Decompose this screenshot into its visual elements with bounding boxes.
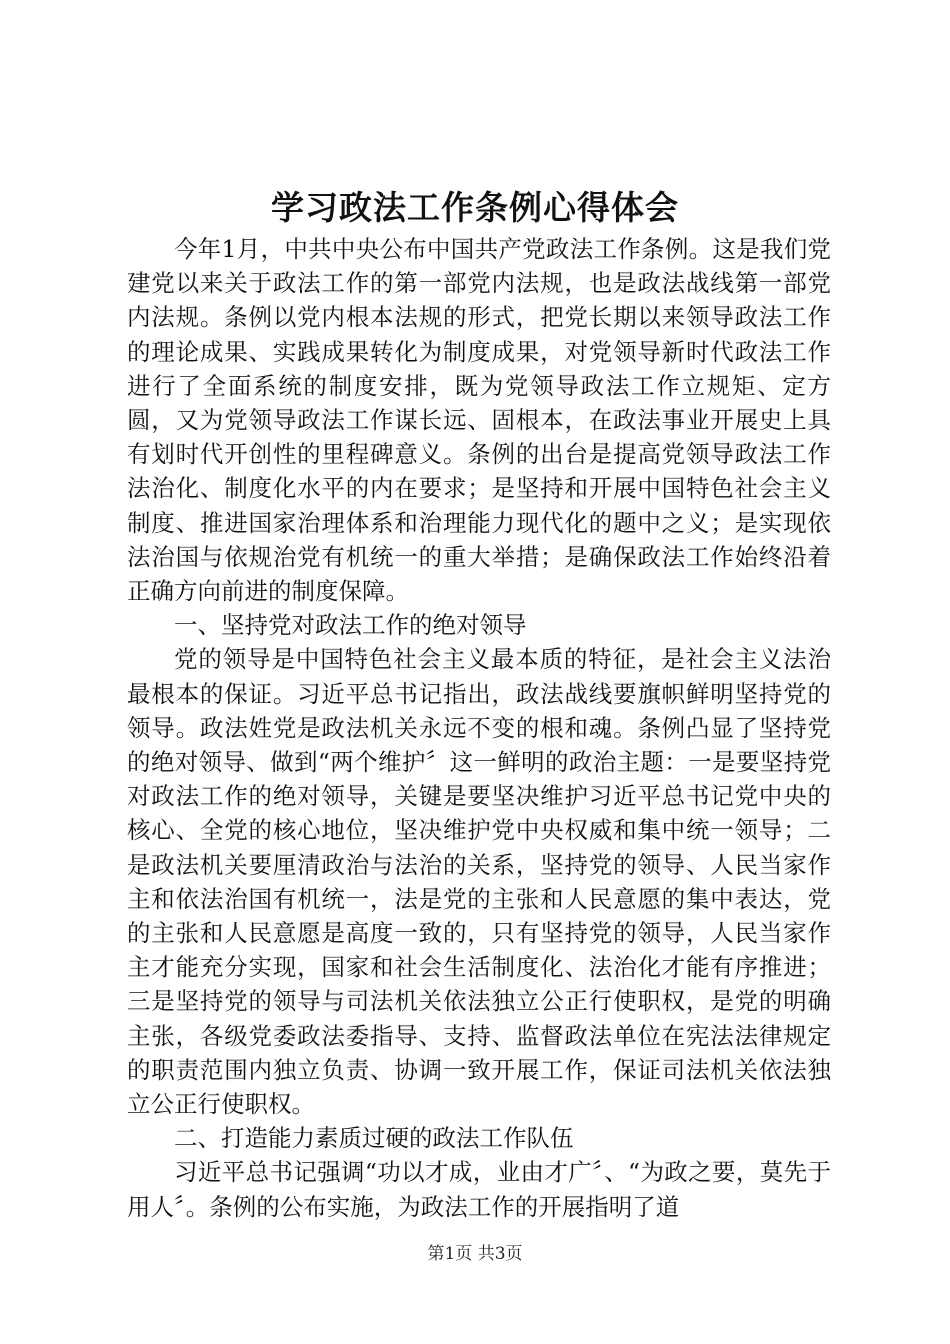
document-title: 学习政法工作条例心得体会 — [271, 188, 679, 227]
section-paragraph-2: 习近平总书记强调“功以才成，业由才广〞、“为政之要，莫先于用人〞。条例的公布实施，为政法工作的开展指明了道 — [127, 1158, 831, 1221]
section-paragraph-1: 党的领导是中国特色社会主义最本质的特征，是社会主义法治最根本的保证。习近平总书记指出，政法战线要旗帜鲜明坚持党的领导。政法姓党是政法机关永远不变的根和魂。条例凸显了坚持党的绝对领导、做到“两个维护〞这一鲜明的政治主题：一是要坚持党对政法工作的绝对领导，关键是要坚决维护习近平总书记党中央的核心、全党的核心地位，坚决维护党中央权威和集中统一领导；二是政法机关要厘清政治与法治的关系，坚持党的领导、人民当家作主和依法治国有机统一，法是党的主张和人民意愿的集中表达，党的主张和人民意愿是高度一致的，只有坚持党的领导，人民当家作主才能充分实现，国家和社会生活制度化、法治化才能有序推进；三是坚持党的领导与司法机关依法独立公正行使职权，是党的明确主张，各级党委政法委指导、支持、监督政法单位在宪法法律规定的职责范围内独立负责、协调一致开展工作，保证司法机关依法独立公正行使职权。 — [127, 645, 831, 1119]
section-heading-1: 一、坚持党对政法工作的绝对领导 — [174, 611, 527, 640]
section-heading-2: 二、打造能力素质过硬的政法工作队伍 — [174, 1124, 574, 1153]
page-number-footer: 第1页 共3页 — [427, 1244, 523, 1264]
document-body — [127, 232, 831, 1224]
intro-paragraph: 今年1月，中共中央公布中国共产党政法工作条例。这是我们党建党以来关于政法工作的第一部党内法规，也是政法战线第一部党内法规。条例以党内根本法规的形式，把党长期以来领导政法工作的理论成果、实践成果转化为制度成果，对党领导新时代政法工作进行了全面系统的制度安排，既为党领导政法工作立规矩、定方圆，又为党领导政法工作谋长远、固根本，在政法事业开展史上具有划时代开创性的里程碑意义。条例的出台是提高党领导政法工作法治化、制度化水平的内在要求；是坚持和开展中国特色社会主义制度、推进国家治理体系和治理能力现代化的题中之义；是实现依法治国与依规治党有机统一的重大举措；是确保政法工作始终沿着正确方向前进的制度保障。 — [127, 235, 831, 606]
